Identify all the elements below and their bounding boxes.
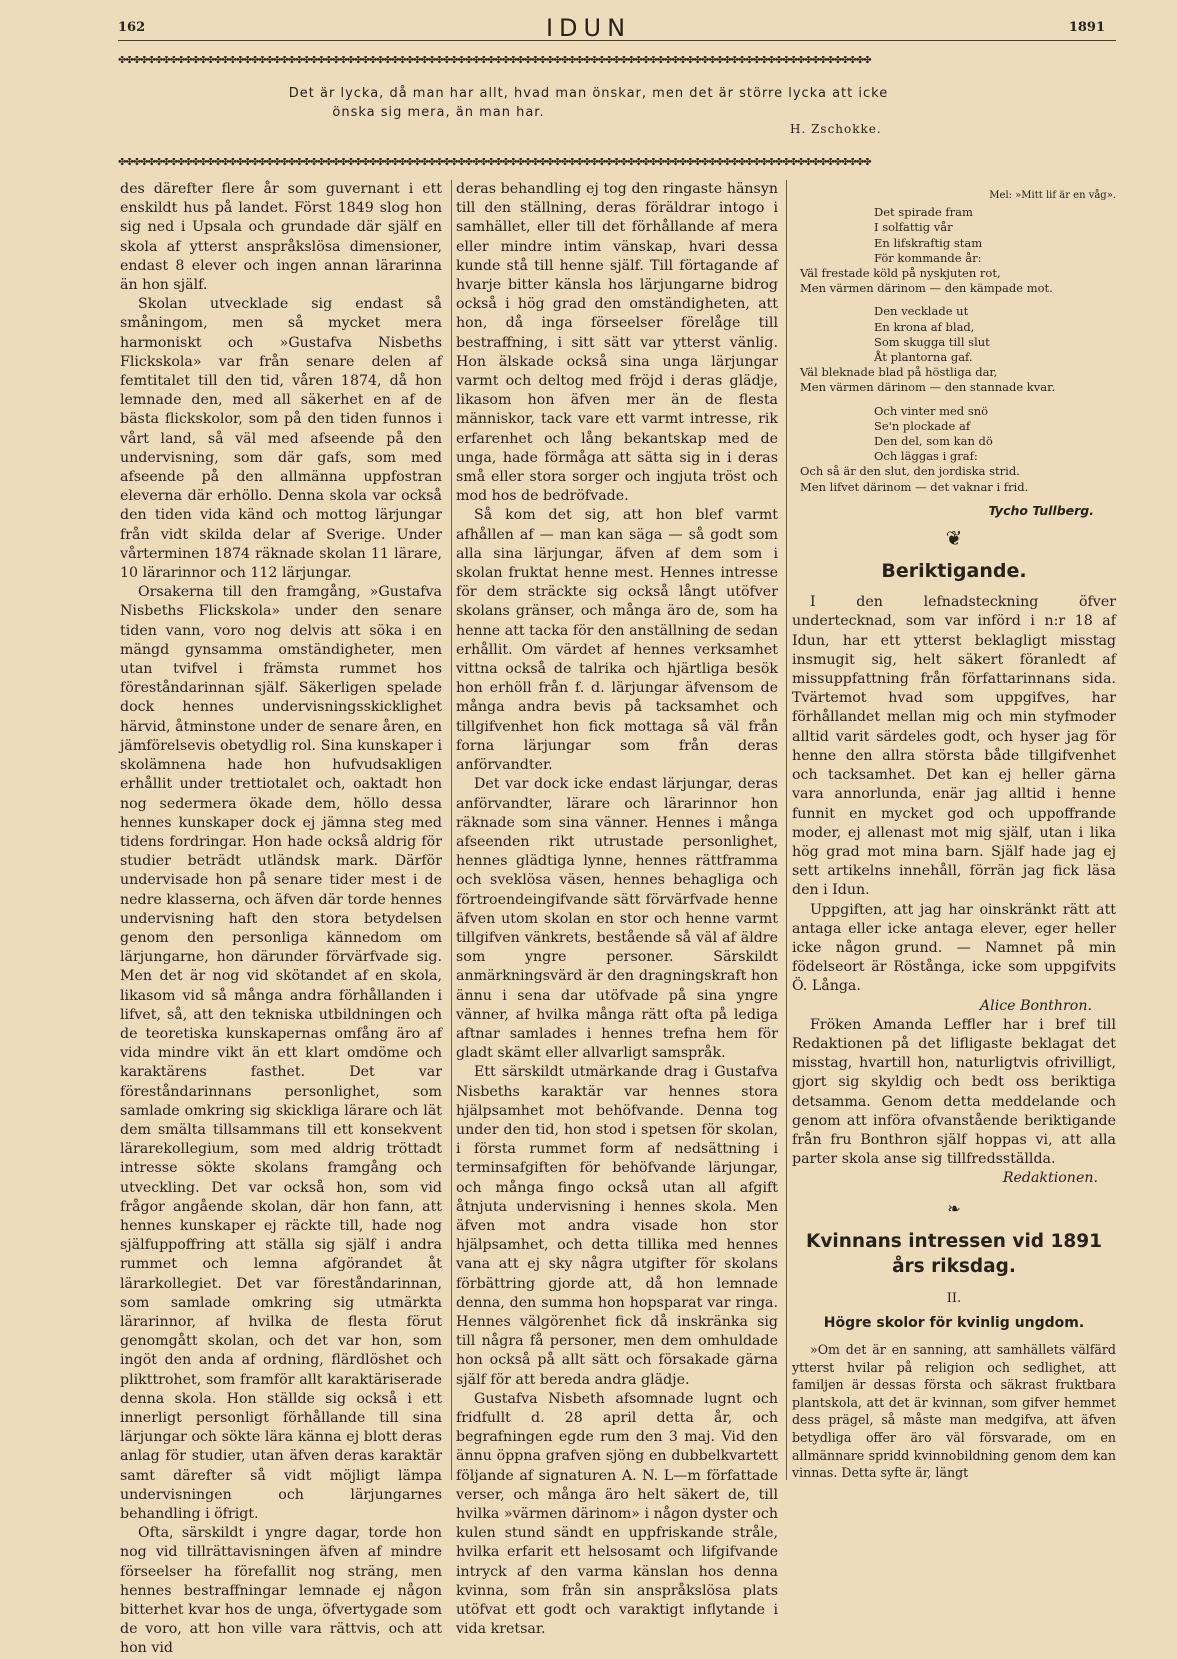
section-title-correction: Beriktigande. [881,560,1027,583]
ornament-border-top: ✤✤✤✤✤✤✤✤✤✤✤✤✤✤✤✤✤✤✤✤✤✤✤✤✤✤✤✤✤✤✤✤✤✤✤✤✤✤✤✤✤✤✤✤✤✤✤✤✤✤✤✤✤✤✤✤✤✤✤✤✤✤✤✤✤✤✤✤✤✤✤✤✤✤✤✤✤✤✤✤✤✤✤✤✤✤✤✤✤✤✤✤✤✤✤✤✤✤✤✤✤✤ [118,56,871,66]
poem-line: Men värmen därinom — den kämpade mot. [800,281,1053,296]
article-title: Kvinnans intressen vid 1891 års riksdag. [806,1230,1102,1277]
editorial-signature: Redaktionen. [1002,1170,1098,1187]
poem-line: Det spirade fram [874,205,973,220]
poem-line: För kommande år: [874,250,982,265]
poem-stanza [792,205,1116,296]
col2-paragraph: Gustafva Nisbeth afsomnade lugnt och fridfullt d. 28 april detta år, och begrafningen egde rum den 3 maj. Vid den ännu öppna grafven sjöng en dubbelkvartett följande af signaturen A. N. L—m författade verser, och många äro helt säkert de, till hvilka »värmen därinom» i någon dyster och kulen stund sändt en uppfriskande stråle, hvilka erfarit ett helsosamt och lifgifvande intryck af den varma känslan hos denna kvinna, som från sin anspråkslösa plats utöfvat ett godt och varaktigt inflytande i vida kretsar. [456,1390,778,1638]
col2-paragraph: Det var dock icke endast lärjungar, deras anförvandter, lärare och lärarinnor hon räknade som sina vänner. Hennes i många afseenden rikt utrustade personlighet, hennes glädtiga lynne, hennes rättframma och sveklösa väsen, hennes behagliga och förtroendeingifvande sätt förvärfvade henne äfven utom skolan en stor och henne varmt tillgifven vänkrets, bestående så väl af äldre som yngre personer. Särskildt anmärkningsvärd är den dragningskraft hon ännu i sena dar utöfvade på sina yngre vänner, af hvilka många rätt ofta på lediga aftnar samlades i hennes trefna hem för gladt skämt eller allvarligt samspråk. [456,776,778,1062]
col1-paragraph: des därefter flere år som guvernant i ett enskildt hus på landet. Först 1849 slog hon sig ned i Upsala och grundade där själf en skola af ytterst anspråkslösa dimensioner, endast 8 elever och ingen annan lärarinna än hon själf. [120,181,442,294]
col1-paragraph: Ofta, särskildt i yngre dagar, torde hon nog vid tillrättavisningen äfven af mindre förseelser ha förefallit nog sträng, men hennes bestraffningar lemnade ej någon bitterhet kvar hos de unga, öfvertygade som de voro, att hon ville vara rättvis, och att hon vid [120,1525,442,1657]
page-number: 162 [118,20,146,35]
poem-line: En krona af blad, [874,319,975,334]
ornament-leaf-icon: ❧ [947,1198,961,1218]
article-part: II. [946,1290,962,1306]
poem-line: Och så är den slut, den jordiska strid. [800,464,1020,479]
poem-author: Tycho Tullberg. [988,502,1094,518]
column-2 [456,180,778,1639]
col1-paragraph: Orsakerna till den framgång, »Gustafva Nisbeths Flickskola» under den senare tiden vann, voro nog delvis att söka i en mängd gynsamma omständigheter, men utan tvifvel i främsta rummet hos föreståndarinnan själf. Säkerligen spelade dock hennes undervisningsskicklighet härvid, åtminstone under de senare åren, en jämförelsevis obetydlig rol. Sina kunskaper i skolämnena hade hon hufvudsakligen erhållit under trettiotalet och, oaktadt hon nog sedermera ökade dem, höllo dessa hennes kunskaper dock ej jämna steg med tidens fordringar. Hon hade också aldrig för studier beträdt utländsk mark. Därför undervisade hon på senare tider mest i de nedre klasserna, och äfven där torde hennes undervisning haft den stora betydelsen genom den personliga kännedom om lärjungarne, hon därunder förvärfvade sig. Men det är nog vid skötandet af en skola, likasom vid så många andra förhållanden i lifvet, så, att den tekniska utbildningen och de teoretiska kunskapernas omfång äro af vida mindre vikt än ett klart omdöme och karaktärens fasthet. Det var föreståndarinnans personlighet, som samlade omkring sig skickliga lärare och lät dem smälta tillsammans till ett konsekvent lärarekollegium, som med aldrig tröttadt intresse sökte skolans framgång och utveckling. Det var också hon, som vid frågor angående skolan, där hon fann, att hennes kunskaper ej räckte till, hade nog själfuppoffring att ställa sig själf i andra rummet och lemna afgörandet åt lärarkollegiet. Det var föreståndarinnan, som samlade omkring sig utmärkta lärarinnor, af hvilka de flesta förut genomgått skolan, och det var hon, som ingöt den anda af ordning, flärdlöshet och plikttrohet, som framför allt karaktäriserade denna skola. Hon ställde sig också i ett innerligt personligt förhållande till sina lärjungar och sökte lära känna ej blott deras anlag för studier, utan äfven deras karaktär samt därefter så vidt möjligt lämpa undervisningen och lärjungarnes behandling i öfrigt. [120,584,442,1523]
poem-line: Väl bleknade blad på höstliga dar, [800,365,998,380]
column-3 [792,188,1116,1482]
correction-paragraph: Uppgiften, att jag har oinskränkt rätt att antaga eller icke antaga elever, eger heller icke någon grund. — Namnet på min födelseort är Röstånga, icke som uppgifvits Ö. Långa. [792,901,1116,995]
poem-line: I solfattig vår [874,220,953,235]
col2-paragraph: Ett särskildt utmärkande drag i Gustafva Nisbeths karaktär var hennes stora hjälpsamhet mot behöfvande. Denna tog under den tid, hon stod i spetsen för skolan, i första rummet form af nedsättning i terminsafgiften för behöfvande lärjungar, och många fingo också utan all afgift åtnjuta undervisning i hennes skola. Men äfven mot andra visade hon stor hjälpsamhet, och detta tillika med hennes vana att ej sky några utgifter för skolans förbättring gjorde att, då hon lemnade denna, den summa hon hopsparat var ringa. Hennes välgörenhet fick då inskränka sig till några få personer, men dem omhuldade hon också på allt sätt och försakade gärna själf för att bereda andra glädje. [456,1064,778,1388]
motto-author: H. Zschokke. [790,122,882,136]
poem-line: Och läggas i graf: [874,449,978,464]
poem-line: En lifskraftig stam [874,235,983,250]
poem-line: Åt plantorna gaf. [874,350,973,365]
column-divider [451,180,452,1480]
poem-melody: Mel: »Mitt lif är en våg». [989,190,1116,201]
masthead-title: IDUN [545,14,632,42]
funeral-poem [792,188,1116,518]
motto [0,84,1177,122]
poem-line: Men lifvet därinom — det vaknar i frid. [800,479,1029,494]
article-paragraph: »Om det är en sanning, att samhällets välfärd ytterst hvilar på religion och sedlighet, att familjen är dessas första och säkrast fruktbara plantskola, att det är kvinnan, som gifver hemmet dess prägel, så måste man medgifva, att äfven betydliga offer äro väl försvarade, om en allmännare spridd kvinnobildning genom dem kan vinnas. Detta syfte är, längt [792,1341,1116,1481]
poem-line: Väl frestade köld på nyskjuten rot, [800,266,1001,281]
poem-stanza [792,404,1116,495]
poem-line: Men värmen därinom — den stannade kvar. [800,380,1056,395]
correction-paragraph: Fröken Amanda Leffler har i bref till Redaktionen på det lifligaste beklagat det misstag, hvartill hon, naturligtvis ofrivilligt, gjort sig skyldig och bedt oss beriktiga detsamma. Genom detta meddelande och genom att införa ofvanstående beriktigande från fru Bonthron själf hoppas vi, att alla parter skola anse sig tillfredsställda. [792,1016,1116,1168]
motto-line-1: Det är lycka, då man har allt, hvad man önskar, men det är större lycka att icke [288,86,889,101]
poem-line: Som skugga till slut [874,334,990,349]
column-divider [786,180,787,1480]
year: 1891 [1068,20,1105,35]
article-subtitle: Högre skolor för kvinlig ungdom. [823,1314,1085,1331]
col1-paragraph: Skolan utvecklade sig endast så småningom, men så mycket mera harmoniskt och »Gustafva Nisbeths Flickskola» var från senare delen af femtitalet till den tid, våren 1874, då hon lemnade den, med all säkerhet en af de bästa flickskolor, som på den tiden funnos i vårt land, så väl med afseende på den undervisning, som där gafs, som med afseende på den allmänna uppfostran eleverna där erhöllo. Denna skola var också den tiden vida känd och mottog lärjungar från vidt skilda delar af Sverige. Under vårterminen 1874 räknade skolan 11 lärare, 10 lärarinnor och 112 lärjungar. [120,296,442,582]
ornament-border-bottom: ✤✤✤✤✤✤✤✤✤✤✤✤✤✤✤✤✤✤✤✤✤✤✤✤✤✤✤✤✤✤✤✤✤✤✤✤✤✤✤✤✤✤✤✤✤✤✤✤✤✤✤✤✤✤✤✤✤✤✤✤✤✤✤✤✤✤✤✤✤✤✤✤✤✤✤✤✤✤✤✤✤✤✤✤✤✤✤✤✤✤✤✤✤✤✤✤✤✤✤✤✤✤ [118,158,871,168]
motto-line-2: önska sig mera, än man har. [332,105,545,120]
header-rule [118,40,1116,41]
ornament-flourish-icon: ❦ [945,526,963,551]
column-1 [120,180,442,1659]
col2-paragraph: Så kom det sig, att hon blef varmt afhållen af — man kan säga — så godt som alla sina lärjungar, äfven af dem som i skolan fruktat henne mest. Hennes intresse för dem sträckte sig också långt utöfver skolans gränser, och många äro de, som ha henne att tacka för den anställning de sedan erhållit. Om värdet af hennes verksamhet vittna också de talrika och hjärtliga besök hon erhöll från f. d. lärjungar äfvensom de många andra bevis på tacksamhet och tillgifvenhet hon fick mottaga så väl från forna lärjungar som från deras anförvandter. [456,507,778,774]
poem-line: Se'n plockade af [874,418,971,433]
correction-signature: Alice Bonthron. [979,997,1092,1014]
poem-line: Den del, som kan dö [874,434,993,449]
correction-paragraph: I den lefnadsteckning öfver undertecknad, som var införd i n:r 18 af Idun, har ett ytterst beklagligt misstag insmugit sig, helt säkert föranledt af missuppfattning från författarinnans sida. Tvärtemot hvad som uppgifves, har förhållandet mellan mig och min styfmoder alltid varit särdeles godt, och hyser jag för henne den allra största både tillgifvenhet och tacksamhet. Det kan ej heller gärna vara annorlunda, enär jag alltid i henne funnit en mycket god och uppoffrande moder, ej allenast mot mig själf, utan i lika hög grad mot mina barn. Själf hade jag ej sett artikelns innehåll, förrän jag fick läsa den i Idun. [792,594,1116,899]
poem-line: Den vecklade ut [874,304,969,319]
col2-paragraph: deras behandling ej tog den ringaste hänsyn till den ställning, deras föräldrar intogo i samhället, eller till det förhållande af mera eller mindre intim vänskap, hvari dessa kunde stå till henne själf. Till förtagande af hvarje bitter känsla hos lärjungarne bidrog också i hög grad den omständigheten, att hon, då inga förseelser förelåge till bestraffning, i sitt sätt var ytterst vänlig. Hon älskade också sina unga lärjungar varmt och deltog med fröjd i deras glädje, likasom hon äfven mer än de flesta människor, tack vare ett varmt intresse, rik erfarenhet och lång bekantskap med de unga, hade förmåga att sätta sig in i deras små eller stora sorger och ingjuta tröst och mod hos de bedröfvade. [456,181,778,505]
poem-line: Och vinter med snö [874,403,989,418]
poem-stanza [792,304,1116,395]
